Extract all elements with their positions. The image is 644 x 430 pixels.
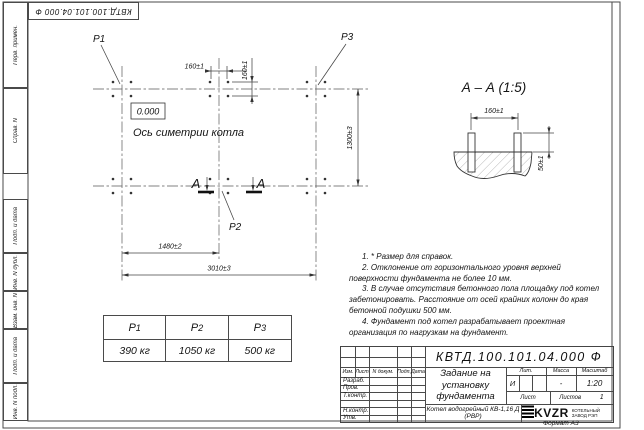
load-point-p2-label: P2 [229,222,242,233]
p3-symbol: P [253,321,261,334]
title-block [340,346,614,423]
margin-box-vzam-inv [3,291,28,329]
p1-symbol: P [128,321,136,334]
weight-value-p2: 1050 кг [166,340,228,361]
margin-box-perv-primen [3,2,28,88]
document-title: Задание на установку фундамента [436,368,495,403]
dim-3010: 3010±3 [207,265,231,273]
dim-160-horizontal: 160±1 [184,63,204,71]
scale-value: 1:20 [586,378,603,388]
load-weights-table [103,315,292,362]
note-3: 3. В случае отсутствия бетонного пола площадку под котел забетонировать. Расстояние от осей крайних колонн до края бетонной подушки 500 мм. [349,284,600,315]
note-2: 2. Отклонение от горизонтального уровня верхней поверхности фундамента не более 10 мм. [349,262,561,283]
margin-box-inv-podl [3,383,28,421]
corner-designation-text: КВТД.100.101.04.000 Ф [35,6,132,16]
p3-subscript: 3 [260,322,267,333]
scale-header: Масштаб [581,368,608,374]
margin-box-sprav-n [3,88,28,174]
document-number: КВТД.100.101.04.000 Ф [435,350,603,364]
section-dim-arrows [471,116,551,157]
weights-header-p1 [104,316,166,340]
load-point-p1-label: P1 [93,34,106,45]
lit-value: И [509,378,516,388]
section-view [454,80,554,179]
anchor-bolt-left [468,133,475,172]
corner-designation-stamp [28,2,139,20]
section-title: А – А (1:5) [461,80,527,95]
sheets-value: 1 [599,394,604,401]
note-4: 4. Фундамент под котел разрабатывает проектная организация по нагрузкам на фундамент. [349,316,565,337]
technical-notes [349,252,608,338]
company-logo-wrap [534,406,600,420]
razrab-label: Разраб. [343,377,365,384]
sheets-label: Листов [559,394,582,401]
dim-1480: 1480±2 [158,243,182,251]
margin-box-podp-data-2 [3,329,28,383]
kvzr-logo-icon [521,404,535,418]
list-header: Лист [355,369,369,375]
margin-box-inv-dubl [3,253,28,291]
p1-subscript: 1 [135,322,141,333]
margin-label: Перв. примен. [12,25,19,65]
data-header: Дата [411,369,425,375]
section-cut-marks [198,177,262,192]
weight-value-p3: 500 кг [244,344,276,357]
margin-label: Взам. инв. N [12,292,19,328]
company-name-line1: КОТЕЛЬНЫЙ [571,408,600,413]
empty-row-label [343,400,369,408]
sheet-label: Лист [520,394,536,401]
margin-label: Справ. N [12,118,19,144]
section-letter-right: А [256,176,266,191]
margin-label: Подп. и дата [12,337,19,375]
dim-160-vertical: 160±1 [242,60,249,80]
mass-value: - [559,378,563,388]
izm-header: Изм. [342,369,354,375]
margin-label: Подп. и дата [12,207,19,245]
p2-symbol: P [190,321,199,334]
ndokum-header: N докум. [372,369,394,375]
format-label: Формат А3 [543,420,579,427]
weights-header-p2 [166,316,228,340]
utv-label: Утв. [343,415,357,422]
product-name: Котел водогрейный КВ-1,16 Д (РВР) [426,405,520,420]
centerlines [93,58,368,281]
weights-header-p3 [229,316,291,340]
section-dim-160: 160±1 [484,108,504,115]
lit-header: Лит. [519,368,533,374]
section-letter-left: А [191,176,201,191]
section-dim-50: 50±1 [538,155,545,171]
boiler-symmetry-axis-label: Ось симетрии котла [133,127,245,139]
dim-1300: 1300±3 [347,126,354,150]
podp-header: Подп. [397,369,411,375]
sheets-cell [550,391,613,404]
margin-label: Инв. N дубл. [12,254,19,290]
plan-view [93,32,368,281]
nkontr-label: Н.контр. [343,407,369,414]
margin-box-podp-data-1 [3,199,28,253]
elevation-value: 0.000 [136,106,160,117]
dimension-lines [122,58,358,275]
load-point-p3-label: P3 [341,32,354,43]
company-name-line2: ЗАВОД РЭП [571,413,598,418]
margin-label: Инв. N подл. [12,384,19,420]
note-1: 1. * Размер для справок. [362,252,454,261]
company-name [572,408,600,418]
prov-label: Пров. [343,385,359,392]
mass-header: Масса [552,368,570,374]
weight-value-p1: 390 кг [104,340,166,361]
p2-subscript: 2 [198,322,204,333]
tkontr-label: Т.контр. [343,392,368,399]
anchor-bolt-right [514,133,521,172]
company-logo-text: KVZR [534,406,569,420]
